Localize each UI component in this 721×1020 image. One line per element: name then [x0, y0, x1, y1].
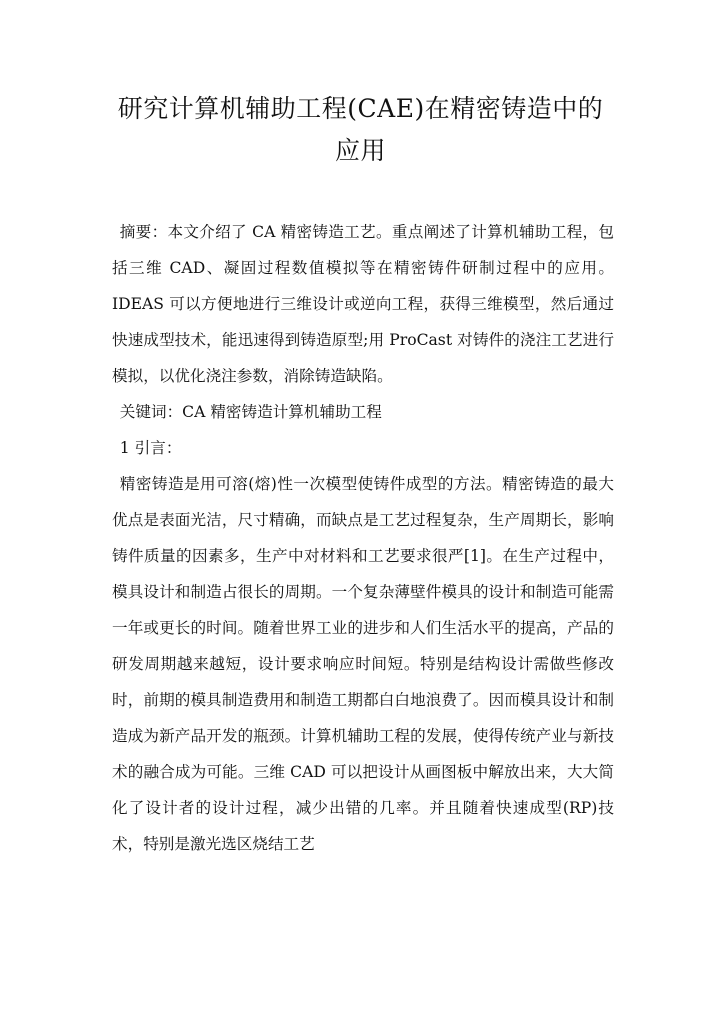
- document-title: 研究计算机辅助工程(CAE)在精密铸造中的应用: [117, 94, 604, 165]
- keywords-line: 关键词：CA 精密铸造计算机辅助工程: [119, 403, 382, 421]
- section-heading: 1 引言：: [119, 439, 182, 457]
- document-body: [112, 214, 614, 862]
- intro-paragraph: 精密铸造是用可溶(熔)性一次模型使铸件成型的方法。精密铸造的最大优点是表面光洁，尺寸精确，而缺点是工艺过程复杂，生产周期长，影响铸件质量的因素多，生产中对材料和工艺要求很严[1]。在生产过程中，模具设计和制造占很长的周期。一个复杂薄壁件模具的设计和制造可能需一年或更长的时间。随着世界工业的进步和人们生活水平的提高，产品的研发周期越来越短，设计要求响应时间短。特别是结构设计需做些修改时，前期的模具制造费用和制造工期都白白地浪费了。因而模具设计和制造成为新产品开发的瓶颈。计算机辅助工程的发展，使得传统产业与新技术的融合成为可能。三维 CAD 可以把设计从画图板中解放出来，大大简化了设计者的设计过程，减少出错的几率。并且随着快速成型(RP)技术，特别是激光选区烧结工艺: [112, 475, 614, 853]
- abstract-paragraph: 摘要：本文介绍了 CA 精密铸造工艺。重点阐述了计算机辅助工程，包括三维 CAD、凝固过程数值模拟等在精密铸件研制过程中的应用。IDEAS 可以方便地进行三维设计或逆向工程，获得三维模型，然后通过快速成型技术，能迅速得到铸造原型;用 ProCast 对铸件的浇注工艺进行模拟，以优化浇注参数，消除铸造缺陷。: [112, 223, 614, 385]
